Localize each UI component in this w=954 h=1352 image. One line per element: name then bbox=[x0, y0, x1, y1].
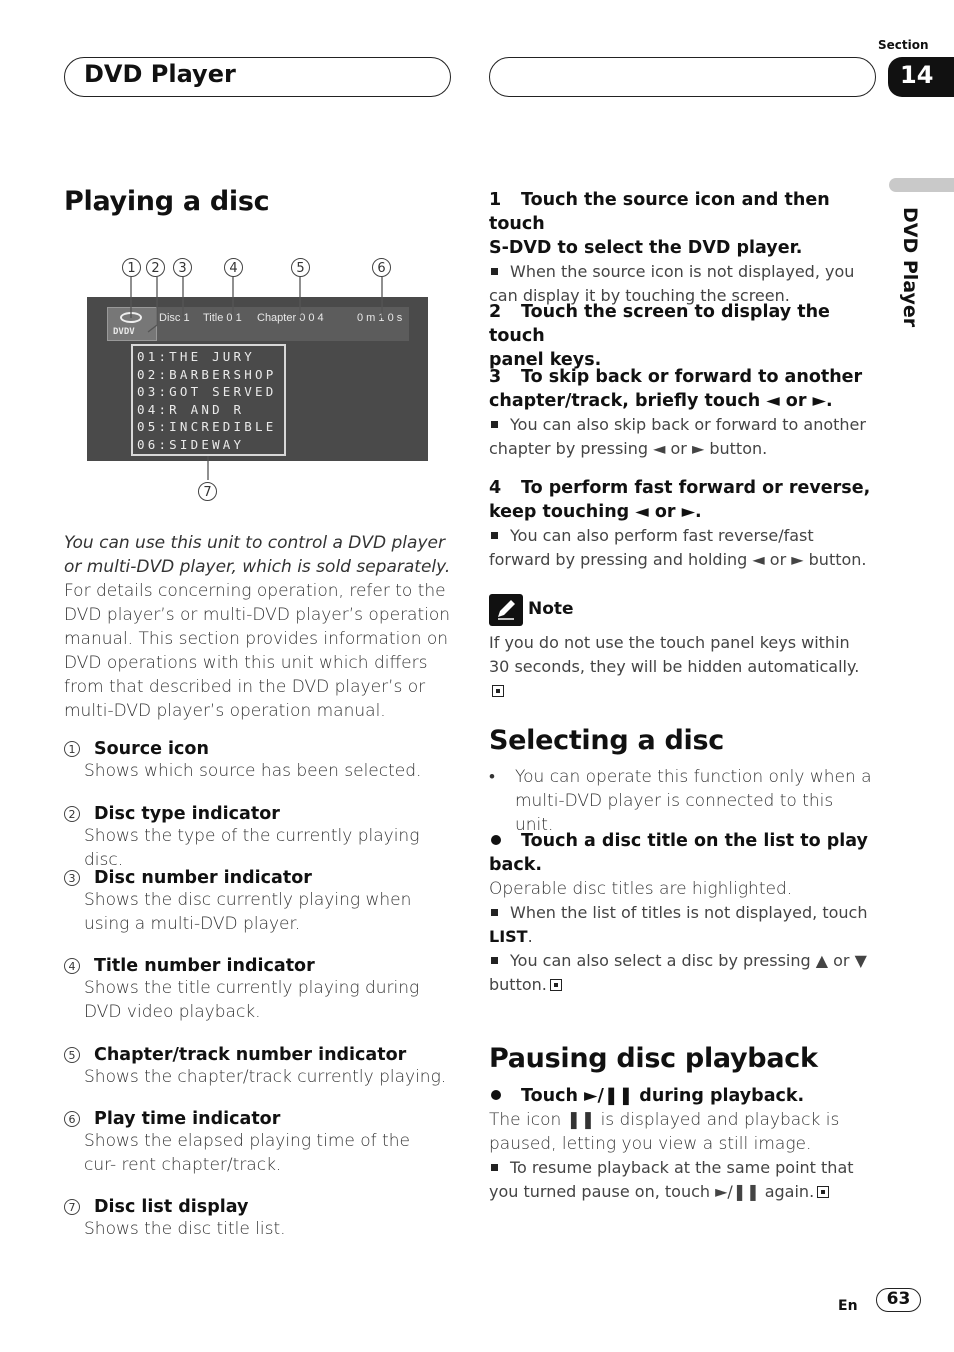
play-time-indicator: 0 m 1 0 s bbox=[357, 312, 403, 324]
step-number: 3 bbox=[489, 367, 502, 387]
list-item[interactable]: 02:BARBERSHOP bbox=[137, 366, 277, 382]
callout-4: 4 bbox=[224, 258, 243, 277]
item-number: 1 bbox=[64, 741, 80, 757]
item-description: Shows the disc title list. bbox=[84, 1219, 286, 1239]
callout-2: 2 bbox=[146, 258, 165, 277]
side-tab-label: DVD Player bbox=[899, 207, 921, 328]
item-title: Play time indicator bbox=[94, 1109, 281, 1129]
step-note: To resume playback at the same point that you turned pause on, touch ►/❚❚ again. bbox=[489, 1158, 854, 1201]
item-title: Title number indicator bbox=[94, 956, 315, 976]
steps-column bbox=[489, 188, 879, 581]
intro-text bbox=[64, 531, 454, 723]
list-item[interactable]: 05:INCREDIBLE bbox=[137, 419, 277, 435]
note-label: Note bbox=[528, 599, 574, 619]
chapter-number-indicator: Chapter 0 0 4 bbox=[257, 312, 324, 324]
note-text bbox=[489, 631, 869, 703]
list-item[interactable]: 04:R AND R bbox=[137, 401, 245, 417]
list-item[interactable]: 03:GOT SERVED bbox=[137, 384, 277, 400]
step-number: 4 bbox=[489, 478, 502, 498]
square-bullet-icon bbox=[491, 957, 498, 964]
section-label: Section bbox=[878, 38, 929, 52]
step-text: To perform fast forward or reverse, bbox=[521, 478, 871, 498]
disc-type-indicator: DVDV bbox=[113, 327, 135, 337]
callout-7: 7 bbox=[198, 482, 217, 501]
square-bullet-icon bbox=[491, 421, 498, 428]
callout-1: 1 bbox=[122, 258, 141, 277]
step-text: chapter/track, briefly touch ◄ or ►. bbox=[489, 391, 833, 411]
note-icon bbox=[489, 594, 523, 626]
intro-body: For details concerning operation, refer to the DVD player’s or multi-DVD player’s operation manual. This section provides information on DVD operations with this unit which differs from that described in the DVD player’s or multi-DVD player’s operation manual. bbox=[64, 581, 451, 721]
item-number: 4 bbox=[64, 958, 80, 974]
step-4 bbox=[489, 476, 879, 581]
square-bullet-icon bbox=[491, 1164, 498, 1171]
item-number: 7 bbox=[64, 1199, 80, 1215]
step-3 bbox=[489, 365, 879, 476]
step-text: back. bbox=[489, 855, 542, 875]
list-item bbox=[64, 1109, 459, 1197]
item-number: 5 bbox=[64, 1047, 80, 1063]
step-text: keep touching ◄ or ►. bbox=[489, 502, 702, 522]
square-bullet-icon bbox=[491, 909, 498, 916]
selecting-disc-heading: Selecting a disc bbox=[489, 725, 724, 756]
list-item bbox=[64, 804, 459, 868]
item-description: Shows the chapter/track currently playing. bbox=[84, 1067, 447, 1087]
selecting-bullet bbox=[489, 765, 874, 837]
list-item bbox=[64, 868, 459, 956]
step-note: When the source icon is not displayed, you can display it by touching the screen. bbox=[489, 262, 855, 305]
item-title: Disc type indicator bbox=[94, 804, 280, 824]
end-mark-icon bbox=[817, 1186, 829, 1198]
chapter-title: DVD Player bbox=[84, 60, 236, 88]
step-2 bbox=[489, 300, 879, 370]
item-description: Shows the type of the currently playing disc. bbox=[84, 826, 420, 870]
step-note: You can also perform fast reverse/fast forward by pressing and holding ◄ or ► button. bbox=[489, 526, 867, 569]
step-number: 2 bbox=[489, 302, 502, 322]
square-bullet-icon bbox=[491, 268, 498, 275]
section-number: 14 bbox=[900, 61, 934, 89]
intro-italic: You can use this unit to control a DVD player or multi-DVD player, which is sold separately. bbox=[64, 533, 451, 577]
callout-6: 6 bbox=[372, 258, 391, 277]
language-label: En bbox=[838, 1298, 858, 1314]
title-number-indicator: Title 0 1 bbox=[203, 312, 242, 324]
page-number: 63 bbox=[886, 1289, 911, 1309]
list-item[interactable]: 06:SIDEWAY bbox=[137, 436, 245, 452]
step-body: Operable disc titles are highlighted. bbox=[489, 879, 793, 899]
list-key-label: LIST bbox=[489, 927, 528, 946]
item-description: Shows the title currently playing during DVD video playback. bbox=[84, 978, 420, 1022]
step-text: Touch the source icon and then touch bbox=[489, 190, 830, 234]
step-dot-icon bbox=[491, 835, 501, 845]
disc-number-indicator: Disc 1 bbox=[159, 312, 190, 324]
end-mark-icon bbox=[492, 685, 504, 697]
callout-5: 5 bbox=[291, 258, 310, 277]
note-body: If you do not use the touch panel keys within 30 seconds, they will be hidden automatically. bbox=[489, 633, 860, 676]
indicator-list bbox=[64, 739, 459, 1261]
item-description: Shows the disc currently playing when using a multi-DVD player. bbox=[84, 890, 412, 934]
step-1 bbox=[489, 188, 879, 305]
step-text: Touch the screen to display the touch bbox=[489, 302, 830, 346]
list-item bbox=[64, 956, 459, 1045]
item-title: Disc list display bbox=[94, 1197, 249, 1217]
item-number: 3 bbox=[64, 870, 80, 886]
step-number: 1 bbox=[489, 190, 502, 210]
page-number-badge bbox=[876, 1288, 921, 1312]
callout-3: 3 bbox=[173, 258, 192, 277]
step-text: Touch a disc title on the list to play bbox=[521, 831, 868, 851]
pausing-heading: Pausing disc playback bbox=[489, 1043, 818, 1074]
playing-disc-heading: Playing a disc bbox=[64, 186, 270, 217]
pausing-step bbox=[489, 1084, 881, 1204]
step-dot-icon bbox=[491, 1090, 501, 1100]
item-title: Disc number indicator bbox=[94, 868, 312, 888]
item-title: Chapter/track number indicator bbox=[94, 1045, 407, 1065]
step-text: panel keys. bbox=[489, 350, 602, 370]
item-number: 6 bbox=[64, 1111, 80, 1127]
bullet-text: You can operate this function only when a multi-DVD player is connected to this unit. bbox=[515, 767, 872, 835]
item-title: Source icon bbox=[94, 739, 209, 759]
step-note: You can also skip back or forward to another chapter by pressing ◄ or ► button. bbox=[489, 415, 866, 458]
square-bullet-icon bbox=[491, 532, 498, 539]
item-description: Shows which source has been selected. bbox=[84, 761, 422, 781]
step-note: You can also select a disc by pressing ▲ or ▼ button. bbox=[489, 951, 867, 994]
end-mark-icon bbox=[550, 979, 562, 991]
list-item bbox=[64, 1045, 459, 1109]
item-description: Shows the elapsed playing time of the cur- rent chapter/track. bbox=[84, 1131, 410, 1175]
step-body: The icon ❚❚ is displayed and playback is paused, letting you view a still image. bbox=[489, 1110, 840, 1154]
pencil-icon bbox=[489, 594, 523, 626]
list-item[interactable]: 01:THE JURY bbox=[137, 349, 255, 364]
list-item bbox=[64, 1197, 459, 1261]
step-note: When the list of titles is not displayed, touch bbox=[510, 903, 868, 922]
item-number: 2 bbox=[64, 806, 80, 822]
step-text: To skip back or forward to another bbox=[521, 367, 863, 387]
step-text: S-DVD to select the DVD player. bbox=[489, 238, 803, 258]
list-item bbox=[64, 739, 459, 804]
selecting-step: Touch a disc title on the list to play back. Operable disc titles are highlighted. When the list of titles is not displayed, touch LIST. You can also select a disc by pressing ▲ or ▼ button. bbox=[489, 829, 879, 997]
step-text: Touch ►/❚❚ during playback. bbox=[521, 1086, 805, 1106]
bullet-icon: • bbox=[489, 767, 495, 787]
